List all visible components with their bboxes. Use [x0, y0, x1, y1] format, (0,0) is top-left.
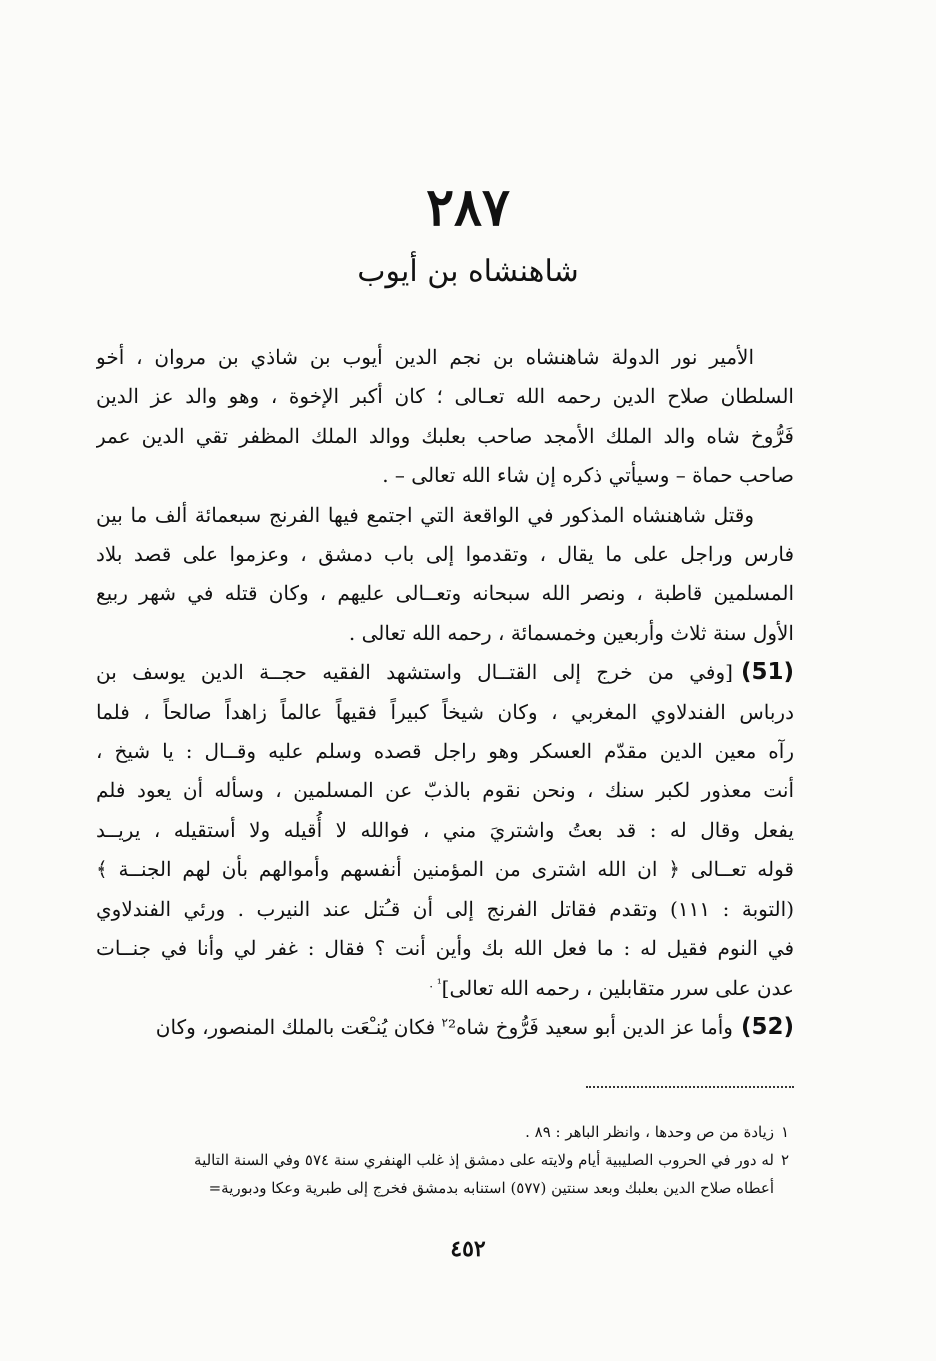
footnote	[96, 1146, 796, 1174]
paragraph-marker: (51)	[740, 659, 794, 686]
paragraph	[96, 1008, 794, 1047]
paragraph	[96, 496, 794, 654]
text-segment: [وفي من خرج إلى القتــال واستشهد الفقيه حجــة الدين يوسف بن	[96, 660, 733, 685]
text-line: الأول سنة ثلاث وأربعين وخمسمائة ، رحمه الله تعالى .	[348, 620, 794, 645]
paragraph	[96, 338, 794, 496]
paragraph-marker: (52)	[740, 1013, 794, 1040]
footnote-ref: ٢	[441, 1015, 448, 1030]
text-line: فارس وراجل على ما يقال ، وتقدموا إلى باب دمشق ، وعزموا على قصد بلاد	[96, 542, 794, 567]
text-line: وقتل شاهنشاه المذكور في الواقعة التي اجتمع فيها الفرنج سبعمائة ألف ما بين	[96, 502, 754, 527]
entry-number: ٢٨٧	[426, 177, 510, 238]
page-number: ٤٥٢	[450, 1236, 486, 1262]
text-line	[96, 653, 794, 692]
footnote-text: له دور في الحروب الصليبية أيام ولايته على دمشق إذ غلب الهنفري سنة ٥٧٤ وفي السنة التالية	[194, 1151, 774, 1169]
text-line: فَرُّوخ شاه والد الملك الأمجد صاحب بعلبك ووالد الملك المظفر تقي الدين عمر	[96, 423, 794, 448]
paragraph	[96, 653, 794, 1008]
text-segment: وأما عز الدين أبو سعيد فَرُّوخ شاه	[455, 1014, 733, 1039]
footnote-separator	[586, 1086, 794, 1088]
text-line: أنت معذور لكبر سنك ، ونحن نقوم بالذبّ عن المسلمين ، وسأله أن يعود فلم	[96, 778, 794, 803]
footnote	[96, 1118, 796, 1146]
footnote-ref: ¹ .	[429, 975, 442, 990]
text-line: في النوم فقيل له : ما فعل الله بك وأين أنت ؟ فقال : غفر لي وأنا في جنــات	[96, 936, 794, 961]
text-line: المسلمين قاطبة ، ونصر الله سبحانه وتعــالى عليهم ، وكان قتله في شهر ربيع	[96, 581, 794, 606]
text-line: رآه معين الدين مقدّم العسكر وهو راجل قصده وسلم عليه وقــال : يا شيخ ،	[96, 739, 794, 764]
text-line	[96, 969, 794, 1008]
entry-title: شاهنشاه بن أيوب	[357, 254, 579, 289]
text-line: قوله تعــالى ﴿ ان الله اشترى من المؤمنين أنفسهم وأموالهم بأن لهم الجنــة ﴾	[96, 857, 794, 882]
footnote-number: ١	[780, 1123, 790, 1141]
text-line: صاحب حماة – وسيأتي ذكره إن شاء الله تعالى – .	[382, 463, 794, 488]
footnote-text: زيادة من ص وحدها ، وانظر الباهر : ٨٩ .	[525, 1123, 774, 1141]
text-line: (التوبة : ١١١) وتقدم فقاتل الفرنج إلى أن قـُتل عند النيرب . ورئي الفندلاوي	[96, 896, 794, 921]
text-line: السلطان صلاح الدين رحمه الله تعـالى ؛ كان أكبر الإخوة ، وهو والد عز الدين	[96, 384, 794, 409]
text-line: درباس الفندلاوي المغربي ، وكان شيخاً كبيراً فقيهاً عالماً زاهداً صالحاً ، فلما	[96, 699, 794, 724]
text-segment: عدن على سرر متقابلين ، رحمه الله تعالى]	[441, 975, 794, 1000]
body-text	[96, 338, 794, 1047]
footnotes	[96, 1118, 796, 1202]
text-line: يفعل وقال له : قد بعتُ واشتريَ مني ، فوالله لا أُقيله ولا أستقيله ، يريــد	[96, 817, 794, 842]
text-line: الأمير نور الدولة شاهنشاه بن نجم الدين أيوب بن شاذي بن مروان ، أخو	[96, 345, 754, 369]
footnote-number: ٢	[780, 1151, 790, 1169]
text-line	[96, 1008, 794, 1047]
footnote-continuation: أعطاه صلاح الدين بعلبك وبعد سنتين (٥٧٧) استنابه بدمشق فخرج إلى طبرية وعكا ودبورية=	[208, 1179, 774, 1197]
text-segment: ² فكان يُنـْعَت بالملك المنصور، وكان	[155, 1014, 456, 1039]
